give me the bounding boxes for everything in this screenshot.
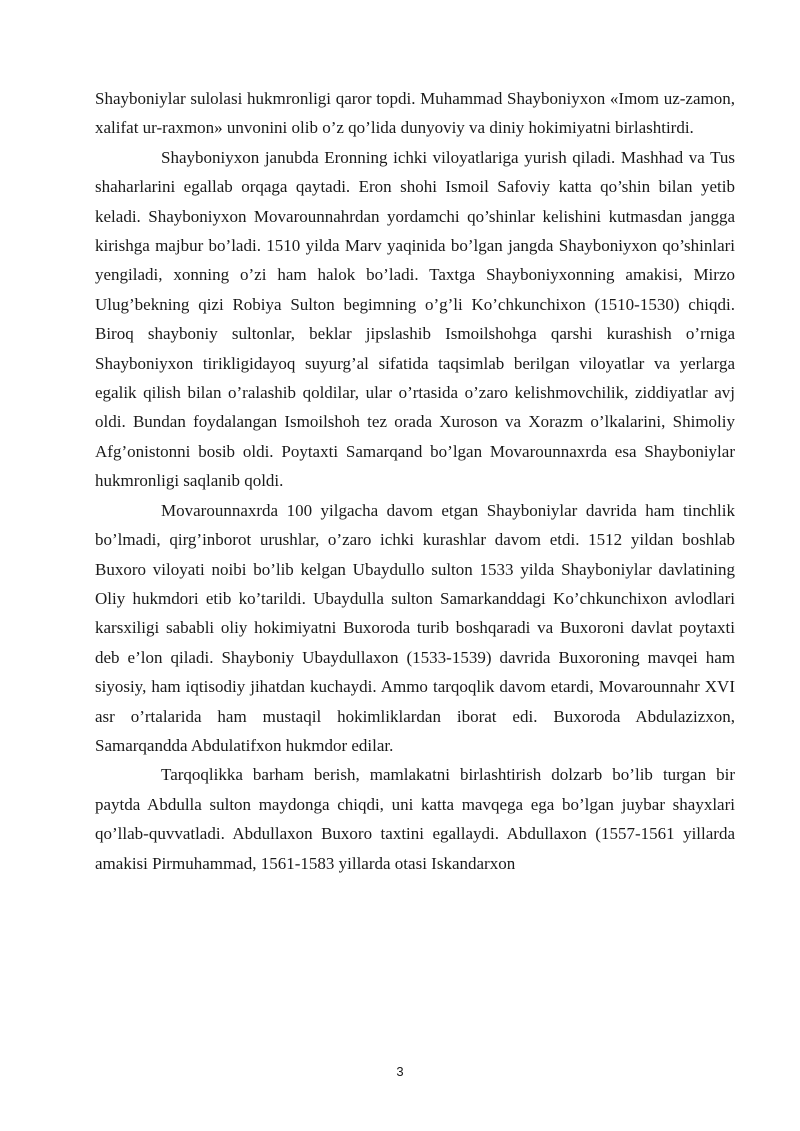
paragraph-2: Shayboniyxon janubda Eronning ichki viloyatlariga yurish qiladi. Mashhad va Tus shaharlarini egallab orqaga qaytadi. Eron shohi Ismoil Safoviy katta qo’shin bilan yetib keladi. Shayboniyxon Movarounnahrdan yordamchi qo’shinlar kelishini kutmasdan jangga kirishga majbur bo’ladi. 1510 yilda Marv yaqinida bo’lgan jangda Shayboniyxon qo’shinlari yengiladi, xonning o’zi ham halok bo’ladi. Taxtga Shayboniyxonning amakisi, Mirzo Ulug’bekning qizi Robiya Sulton begimning o’g’li Ko’chkunchixon (1510-1530) chiqdi. Biroq shayboniy sultonlar, beklar jipslashib Ismoilshohga qarshi kurashish o’rniga Shayboniyxon tirikligidayoq suyurg’al sifatida taqsimlab berilgan viloyatlar va yerlarga egalik qilish bilan o’ralashib qoldilar, ular o’rtasida o’zaro kelishmovchilik, ziddiyatlar avj oldi. Bundan foydalangan Ismoilshoh tez orada Xuroson va Xorazm o’lkalarini, Shimoliy Afg’onistonni bosib oldi. Poytaxti Samarqand bo’lgan Movarounnaxrda esa Shayboniylar hukmronligi saqlanib qoldi. <box>95 147 735 491</box>
paragraph-1: Shayboniylar sulolasi hukmronligi qaror topdi. Muhammad Shayboniyxon «Imom uz-zamon, xalifat ur-raxmon» unvonini olib o’z qo’lida dunyoviy va diniy hokimiyatni birlashtirdi. <box>95 89 735 138</box>
paragraph-4: Tarqoqlikka barham berish, mamlakatni birlashtirish dolzarb bo’lib turgan bir paytda Abdulla sulton maydonga chiqdi, uni katta mavqega ega bo’lgan juybar shayxlari qo’llab-quvvatladi. Abdullaxon Buxoro taxtini egallaydi. Abdullaxon (1557-1561 yillarda amakisi Pirmuhammad, 1561-1583 yillarda otasi Iskandarxon <box>95 765 735 873</box>
paragraph-3: Movarounnaxrda 100 yilgacha davom etgan Shayboniylar davrida ham tinchlik bo’lmadi, qirg’inborot urushlar, o’zaro ichki kurashlar davom etdi. 1512 yildan boshlab Buxoro viloyati noibi bo’lib kelgan Ubaydullo sulton 1533 yilda Shayboniylar davlatining Oliy hukmdori etib ko’tarildi. Ubaydulla sulton Samarkanddagi Ko’chkunchixon avlodlari karsxiligi sababli oliy hokimiyatni Buxoroda turib boshqaradi va Buxoroni davlat poytaxti deb e’lon qiladi. Shayboniy Ubaydullaxon (1533-1539) davrida Buxoroning mavqei ham siyosiy, ham iqtisodiy jihatdan kuchaydi. Ammo tarqoqlik davom etardi, Movarounnahr XVI asr o’rtalarida ham mustaqil hokimliklardan iborat edi. Buxoroda Abdulazizxon, Samarqandda Abdulatifxon hukmdor edilar. <box>95 500 735 755</box>
page-number: 3 <box>396 1064 404 1079</box>
document-body <box>95 84 735 878</box>
